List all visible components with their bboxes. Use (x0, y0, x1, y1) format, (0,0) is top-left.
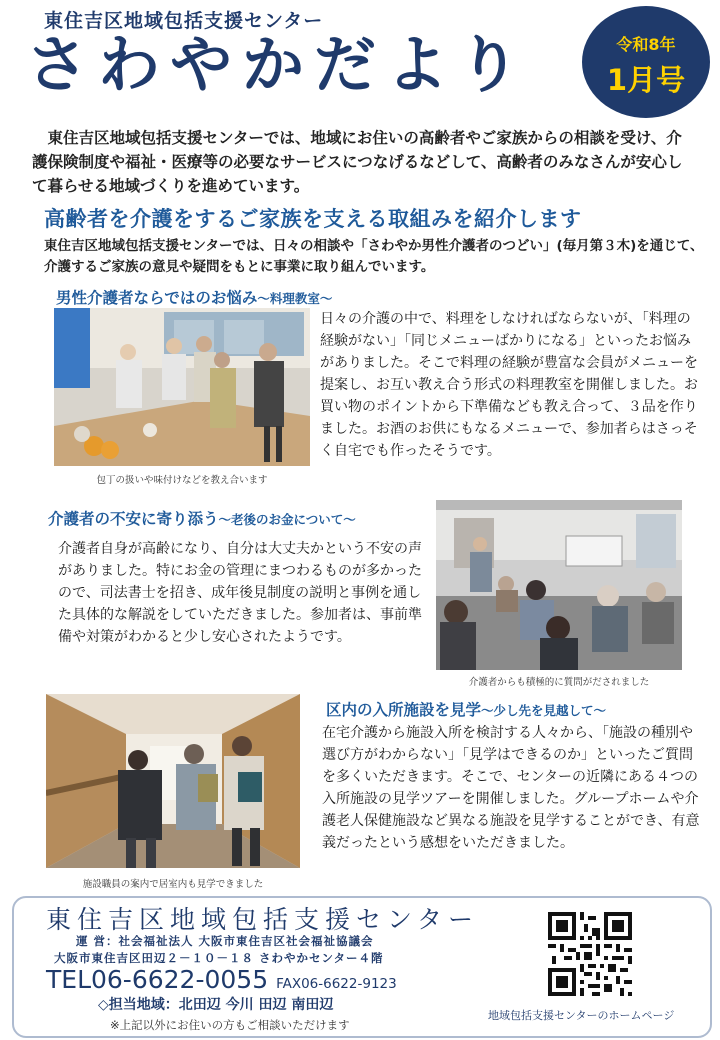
article-3-caption: 施設職員の案内で居室内も見学できました (82, 879, 264, 890)
newsletter-title: さわやかだより (26, 28, 531, 101)
issue-era: 令和8年 (616, 35, 676, 54)
seminar-photo (436, 500, 682, 670)
footer-operator: 運 営：社会福祉法人 大阪市東住吉区社会福祉協議会 (76, 934, 374, 948)
article-3-title: 区内の入所施設を見学 (326, 701, 482, 719)
footer-service-area: ◇担当地域：北田辺 今川 田辺 南田辺 (98, 997, 334, 1013)
article-2-caption: 介護者からも積極的に質問がだされました (468, 677, 650, 688)
organization-name: 東住吉区地域包括支援センター (44, 10, 324, 32)
issue-badge (582, 6, 710, 118)
article-3-subtitle: ～少し先を見越して～ (481, 703, 607, 718)
article-3-heading (326, 698, 606, 720)
article-2-body: 介護者自身が高齢になり、自分は大丈夫かという不安の声がありました。特にお金の管理にまつわるものが多かったので、司法書士を招き、成年後見制度の説明と事例を通した具体的な解説をしていただきました。参加者は、事前準備や対策がわかると少し安心されたようです。 (58, 541, 422, 645)
article-1-subtitle: ～料理教室～ (257, 291, 333, 306)
footer-tel: TEL06-6622-0055 (46, 965, 269, 994)
facility-tour-photo (46, 694, 300, 868)
article-2-heading (48, 507, 356, 529)
homepage-qr-code[interactable] (548, 912, 632, 996)
article-3-body: 在宅介護から施設入所を検討する人々から、「施設の種別や選び方がわからない」「見学はできるのか」といったご質問を多くいただきます。そこで、センターの近隣にある４つの入所施設の見学ツアーを開催しました。グループホームや介護老人保健施設など異なる施設を見学することができ、有意義だったという感想をいただきました。 (322, 725, 700, 851)
footer-phone (46, 965, 397, 994)
footer-address: 大阪市東住吉区田辺２－１０－１８ さわやかセンター４階 (54, 951, 384, 965)
section-lead: 東住吉区地域包括支援センターでは、日々の相談や「さわやか男性介護者のつどい」(毎月第３木)を通じて、介護するご家族の意見や疑問をもとに事業に取り組んでいます。 (44, 238, 704, 275)
cooking-class-photo (54, 308, 310, 466)
footer-note: ※上記以外にお住いの方もご相談いただけます (110, 1018, 350, 1032)
qr-caption: 地域包括支援センターのホームページ (488, 1009, 675, 1022)
article-1-body: 日々の介護の中で、料理をしなければならないが、「料理の経験がない」「同じメニューばかりになる」といったお悩みがありました。そこで料理の経験が豊富な会員がメニューを提案し、お互い教え合う形式の料理教室を開催しました。お買い物のポイントから下準備なども教え合って、３品を作りました。お酒のお供にもなるメニューで、参加者らはさっそく自宅でも作ったそうです。 (320, 311, 698, 459)
article-2-subtitle: ～老後のお金について～ (218, 512, 356, 527)
article-1-title: 男性介護者ならではのお悩み (56, 289, 258, 307)
footer-center-name: 東住吉区地域包括支援センター (46, 905, 480, 934)
article-2-title: 介護者の不安に寄り添う (48, 510, 219, 528)
intro-paragraph: 東住吉区地域包括支援センターでは、地域にお住いの高齢者やご家族からの相談を受け、介護保険制度や福祉・医療等の必要なサービスにつなげるなどして、高齢者のみなさんが安心して暮らせる地域づくりを進めています。 (32, 129, 683, 195)
footer-fax: FAX06-6622-9123 (276, 976, 397, 992)
article-1-heading (56, 286, 332, 308)
issue-month: 1月号 (606, 63, 686, 97)
article-1-caption: 包丁の扱いや味付けなどを教え合います (96, 475, 268, 486)
section-heading: 高齢者を介護をするご家族を支える取組みを紹介します (44, 207, 582, 231)
